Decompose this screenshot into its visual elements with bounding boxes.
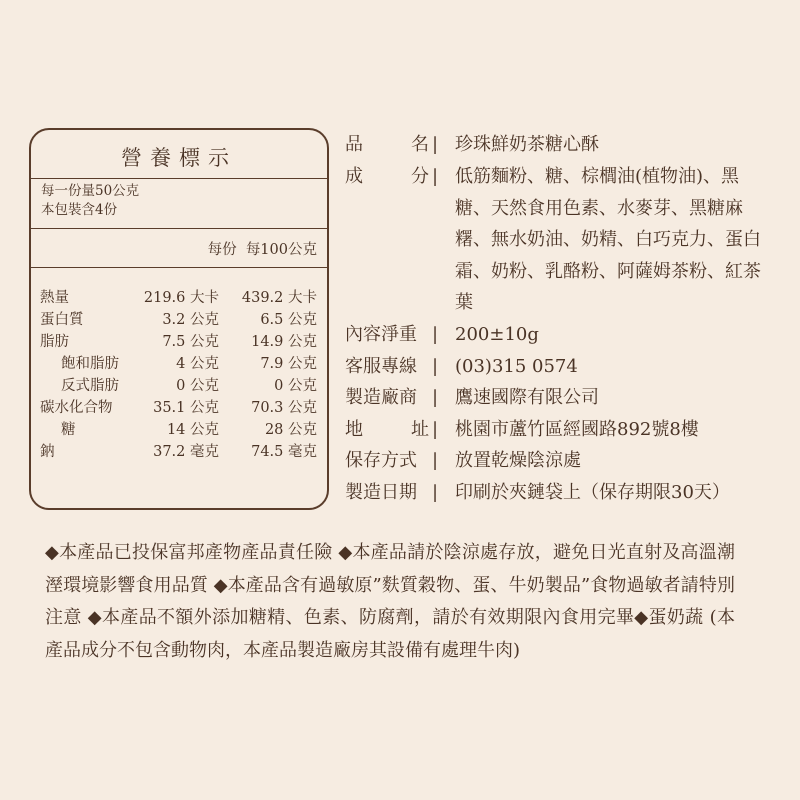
service-label: 客服專線 — [345, 355, 417, 377]
storage-method: 放置乾燥陰涼處 — [455, 450, 581, 471]
mfg-date-row — [345, 477, 785, 509]
product-name-row — [345, 128, 785, 161]
ingredients-label: 成 分 — [345, 166, 429, 187]
storage-label: 保存方式 — [345, 450, 417, 471]
column-headers — [208, 238, 317, 259]
net-weight-row — [345, 319, 785, 351]
address-label: 地 址 — [345, 418, 429, 440]
table-row — [31, 353, 327, 375]
table-row — [31, 309, 327, 331]
col-per-serving: 每份 — [207, 242, 237, 258]
separator: | — [432, 355, 439, 377]
per-serving-value: 3.2 公克 — [162, 312, 219, 328]
product-name-label: 品 名 — [345, 134, 429, 155]
per-100g-value: 28 公克 — [264, 422, 317, 438]
nutrient-name: 鈉 — [40, 444, 55, 460]
per-100g-value: 6.5 公克 — [260, 312, 317, 328]
maker-label: 製造廠商 — [345, 387, 417, 408]
separator: | — [432, 166, 439, 187]
table-row — [31, 419, 327, 441]
per-100g-value: 70.3 公克 — [251, 400, 317, 416]
serving-size: 每一份量50公克 — [41, 183, 140, 199]
per-serving-value: 4 公克 — [176, 356, 219, 372]
per-serving-value: 0 公克 — [176, 378, 219, 394]
product-notes: ◆本產品已投保富邦產物產品責任險 ◆本產品請於陰涼處存放，避免日光直射及高溫潮溼環境影響食用品質 ◆本產品含有過敏原”麩質穀物、蛋、牛奶製品”食物過敏者請特別注意 ◆本產品不額外添加糖精、色素、防腐劑，請於有效期限內食用完畢◆蛋奶蔬 (本產品成分不包含動物肉，本產品製造廠房其設備有處理牛肉) — [45, 542, 735, 661]
maker-name: 鷹速國際有限公司 — [455, 387, 599, 408]
nutrition-title: 營養標示 — [121, 146, 237, 170]
service-row — [345, 351, 785, 383]
table-row — [31, 331, 327, 353]
per-100g-value: 0 公克 — [274, 378, 317, 394]
per-100g-value: 7.9 公克 — [260, 356, 317, 372]
product-info — [345, 128, 785, 508]
separator: | — [432, 387, 439, 408]
per-serving-value: 37.2 毫克 — [153, 444, 219, 460]
net-weight: 200±10g — [455, 324, 539, 345]
ingredients-text: 低筋麵粉、糖、棕櫚油(植物油)、黑糖、天然食用色素、水麥芽、黑糖麻糬、無水奶油、奶精、白巧克力、蛋白霜、奶粉、乳酪粉、阿薩姆茶粉、紅茶葉 — [455, 166, 761, 313]
separator: | — [432, 324, 439, 345]
storage-row — [345, 445, 785, 477]
nutrition-table — [31, 287, 327, 463]
nutrient-name: 蛋白質 — [40, 312, 84, 328]
table-row — [31, 375, 327, 397]
separator: | — [432, 481, 439, 503]
per-serving-value: 14 公克 — [166, 422, 219, 438]
service-phone: (03)315 0574 — [455, 355, 578, 377]
nutrition-label-box — [29, 128, 329, 510]
net-weight-label: 內容淨重 — [345, 324, 417, 345]
nutrient-name: 糖 — [61, 422, 76, 438]
divider — [31, 228, 327, 229]
maker-row — [345, 382, 785, 414]
table-row — [31, 397, 327, 419]
per-serving-value: 219.6 大卡 — [143, 290, 219, 306]
address-row — [345, 414, 785, 446]
separator: | — [432, 134, 439, 155]
col-per-100g: 每100公克 — [245, 242, 317, 258]
serving-info — [41, 182, 139, 220]
product-name: 珍珠鮮奶茶糖心酥 — [455, 134, 599, 155]
nutrient-name: 碳水化合物 — [40, 400, 113, 416]
nutrient-name: 反式脂肪 — [61, 378, 119, 394]
table-row — [31, 287, 327, 309]
mfg-date-label: 製造日期 — [345, 481, 417, 503]
ingredients-row — [345, 161, 785, 319]
per-serving-value: 35.1 公克 — [153, 400, 219, 416]
per-100g-value: 74.5 毫克 — [251, 444, 317, 460]
address: 桃園市蘆竹區經國路892號8樓 — [455, 418, 699, 440]
per-100g-value: 14.9 公克 — [251, 334, 317, 350]
nutrient-name: 飽和脂肪 — [61, 356, 119, 372]
table-row — [31, 441, 327, 463]
nutrient-name: 脂肪 — [40, 334, 69, 350]
separator: | — [432, 418, 439, 440]
per-serving-value: 7.5 公克 — [162, 334, 219, 350]
divider — [31, 267, 327, 268]
mfg-date: 印刷於夾鏈袋上（保存期限30天） — [455, 481, 730, 503]
divider — [31, 178, 327, 179]
servings-per-pack: 本包裝含4份 — [41, 202, 118, 218]
per-100g-value: 439.2 大卡 — [241, 290, 317, 306]
separator: | — [432, 450, 439, 471]
nutrient-name: 熱量 — [40, 290, 69, 306]
